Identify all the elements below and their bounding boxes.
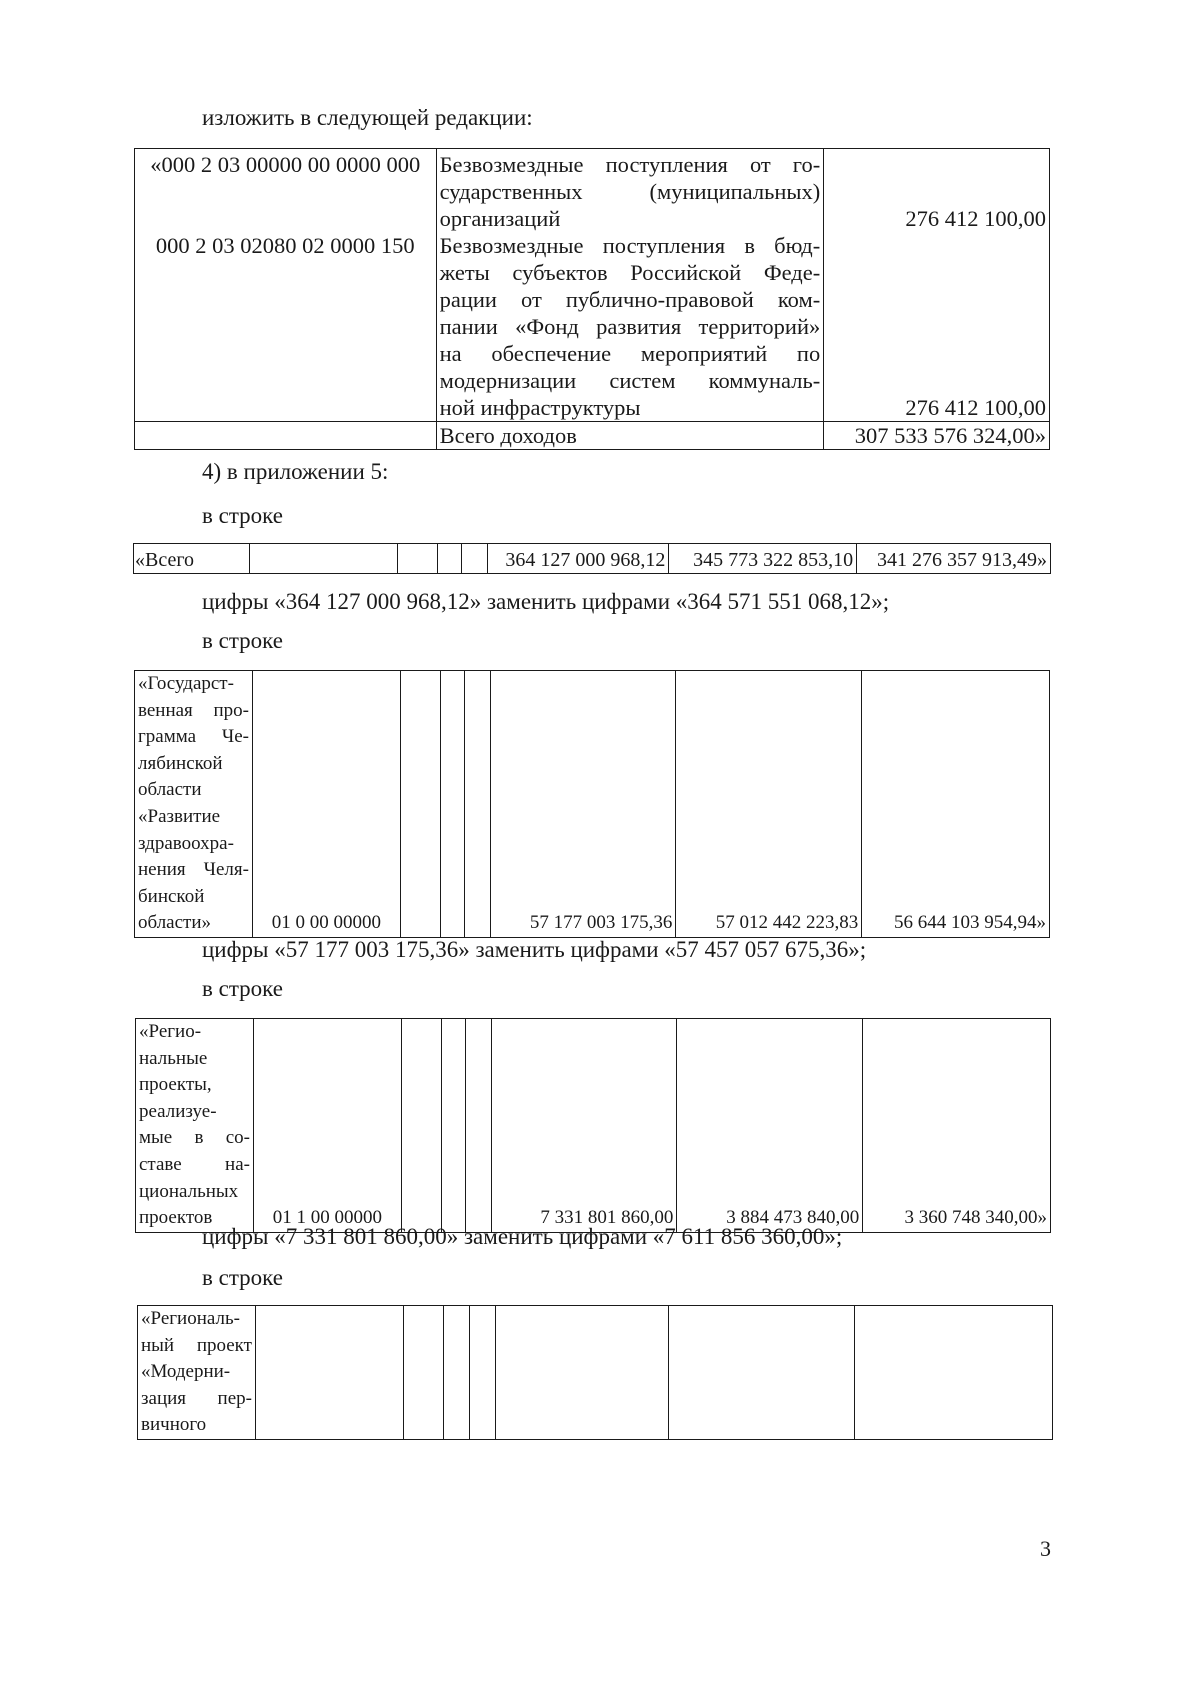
label-line: здравоохра- (138, 832, 234, 854)
label-line: «Регио- (139, 1021, 202, 1042)
state-program-table (134, 670, 1050, 938)
empty-cell (465, 1019, 491, 1233)
revenue-desc-line: Безвозмездные поступления в бюд- (439, 233, 821, 258)
empty-cell (437, 544, 461, 574)
empty-cell (441, 1019, 465, 1233)
empty-cell (461, 544, 487, 574)
label-line: «Государст- (138, 673, 234, 694)
regional-projects-label (136, 1019, 254, 1233)
label-line: «Региональ- (141, 1308, 240, 1329)
state-program-code: 01 0 00 00000 (252, 671, 400, 938)
empty-cell (400, 671, 440, 938)
empty-cell (255, 1306, 403, 1440)
label-line: венная про- (138, 699, 249, 721)
empty-cell (403, 1306, 443, 1440)
revenue-amount-cell (824, 149, 1050, 422)
total-row-value-1: 364 127 000 968,12 (487, 544, 669, 574)
revenue-description-cell (436, 149, 824, 422)
total-amount: 307 533 576 324,00» (824, 422, 1050, 450)
regional-projects-value-1: 7 331 801 860,00 (491, 1019, 677, 1233)
revenue-code-1: «000 2 03 00000 00 0000 000 (150, 152, 421, 177)
label-line: области» (138, 912, 212, 934)
total-row-value-3: 341 276 357 913,49» (857, 544, 1051, 574)
label-line: области (138, 779, 202, 801)
label-line: вичного (141, 1414, 207, 1436)
empty-cell (440, 671, 464, 938)
label-line: циональных (139, 1180, 239, 1202)
revenue-desc-line: на обеспечение мероприятий по (439, 341, 821, 366)
regional-projects-table (135, 1018, 1051, 1233)
label-line: «Развитие (138, 805, 221, 827)
state-program-value-2: 57 012 442 223,83 (676, 671, 862, 938)
label-line: ставе на- (139, 1153, 250, 1175)
replace-instruction-3: цифры «7 331 801 860,00» заменить цифрами «7 611 856 360,00»; (202, 1224, 843, 1249)
label-line: бинской (138, 885, 205, 907)
page-number: 3 (1040, 1536, 1051, 1561)
label-line: «Модерни- (141, 1361, 231, 1383)
revenue-code-2: 000 2 03 02080 02 0000 150 (155, 233, 415, 258)
in-row-label: в строке (202, 628, 283, 653)
revenue-desc-line: организаций (439, 206, 561, 231)
label-line: нальные (139, 1047, 208, 1069)
revenue-desc-line: Безвозмездные поступления от го- (439, 152, 821, 177)
state-program-label (135, 671, 253, 938)
label-line: реализуе- (139, 1100, 217, 1122)
empty-cell (464, 671, 490, 938)
revenue-desc-line: жеты субъектов Российской Феде- (439, 260, 821, 285)
in-row-label: в строке (202, 1265, 283, 1290)
revenue-table (134, 148, 1050, 450)
replace-instruction-2: цифры «57 177 003 175,36» заменить цифрами «57 457 057 675,36»; (202, 937, 867, 962)
total-row-label: «Всего (134, 544, 250, 574)
label-line: мые в со- (139, 1127, 250, 1149)
empty-cell (397, 544, 437, 574)
label-line: ный проект (141, 1334, 252, 1356)
empty-cell (443, 1306, 469, 1440)
label-line: грамма Че- (138, 726, 249, 748)
modernization-label (138, 1306, 256, 1440)
revenue-code-cell (135, 149, 437, 422)
modernization-table (137, 1305, 1053, 1440)
in-row-label: в строке (202, 503, 283, 528)
state-program-value-1: 57 177 003 175,36 (490, 671, 676, 938)
total-row-table (133, 543, 1051, 574)
label-line: нения Челя- (138, 859, 249, 881)
empty-cell (495, 1306, 669, 1440)
empty-cell (855, 1306, 1053, 1440)
regional-projects-value-2: 3 884 473 840,00 (677, 1019, 863, 1233)
label-line: лябинской (138, 752, 223, 774)
regional-projects-value-3: 3 360 748 340,00» (863, 1019, 1051, 1233)
label-line: зация пер- (141, 1387, 252, 1409)
intro-text: изложить в следующей редакции: (202, 105, 533, 130)
revenue-desc-line: рации от публично-правовой ком- (439, 287, 821, 312)
revenue-desc-line: ной инфраструктуры (439, 395, 641, 420)
total-row-value-2: 345 773 322 853,10 (669, 544, 857, 574)
label-line: проектов (139, 1207, 213, 1229)
revenue-desc-line: сударственных (муниципальных) (439, 179, 821, 204)
total-label: Всего доходов (436, 422, 824, 450)
revenue-amount-2: 276 412 100,00 (905, 395, 1046, 420)
label-line: проекты, (139, 1074, 212, 1096)
revenue-desc-line: пании «Фонд развития территорий» (439, 314, 821, 339)
empty-cell (469, 1306, 495, 1440)
revenue-desc-line: модернизации систем коммуналь- (439, 368, 821, 393)
state-program-value-3: 56 644 103 954,94» (862, 671, 1050, 938)
replace-instruction-1: цифры «364 127 000 968,12» заменить цифрами «364 571 551 068,12»; (202, 589, 890, 614)
empty-cell (401, 1019, 441, 1233)
empty-cell (249, 544, 397, 574)
in-row-label: в строке (202, 976, 283, 1001)
regional-projects-code: 01 1 00 00000 (253, 1019, 401, 1233)
appendix-line: 4) в приложении 5: (202, 459, 389, 484)
revenue-amount-1: 276 412 100,00 (905, 206, 1046, 231)
empty-cell (135, 422, 437, 450)
empty-cell (669, 1306, 855, 1440)
